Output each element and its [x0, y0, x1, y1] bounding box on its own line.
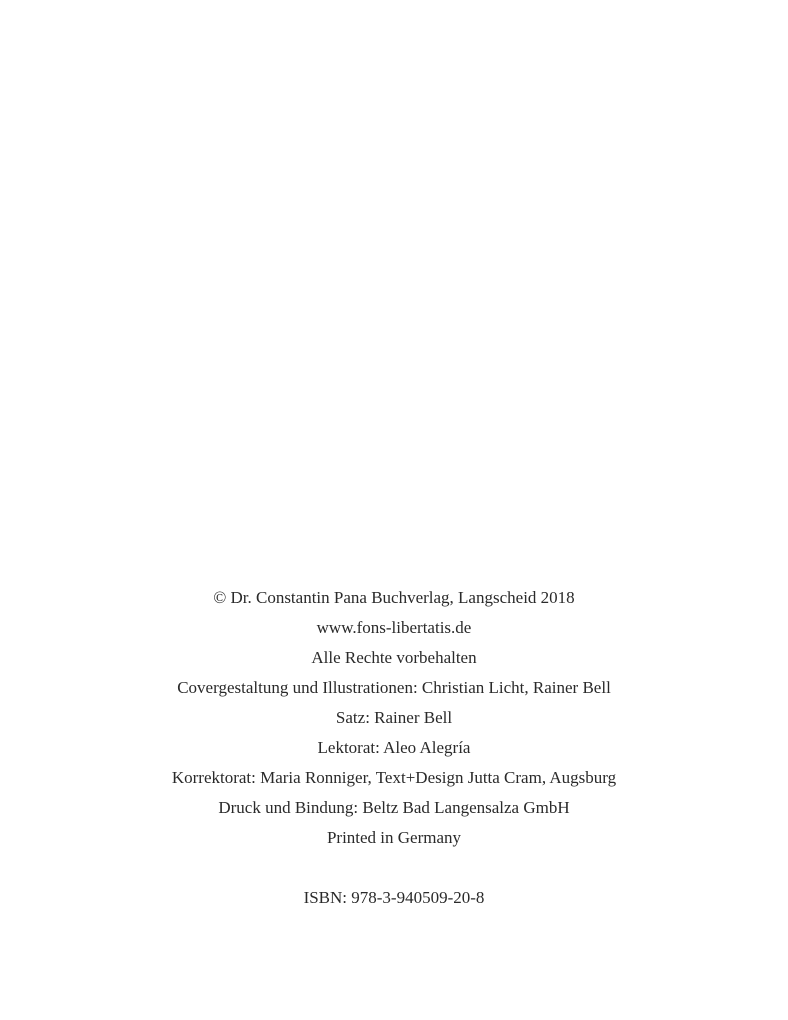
- proofreading-line: Korrektorat: Maria Ronniger, Text+Design Jutta Cram, Augsburg: [171, 768, 617, 787]
- website-link[interactable]: www.fons-libertatis.de: [316, 618, 472, 637]
- typesetting-line: Satz: Rainer Bell: [335, 708, 453, 727]
- copyright-line: © Dr. Constantin Pana Buchverlag, Langscheid 2018: [213, 588, 575, 607]
- printed-in-line: Printed in Germany: [326, 828, 462, 847]
- cover-design-line: Covergestaltung und Illustrationen: Christian Licht, Rainer Bell: [177, 678, 611, 697]
- isbn-line: ISBN: 978-3-940509-20-8: [303, 888, 485, 907]
- rights-line: Alle Rechte vorbehalten: [311, 648, 477, 667]
- editing-line: Lektorat: Aleo Alegría: [317, 738, 471, 757]
- printing-line: Druck und Bindung: Beltz Bad Langensalza GmbH: [218, 798, 570, 817]
- imprint-block: [0, 583, 788, 913]
